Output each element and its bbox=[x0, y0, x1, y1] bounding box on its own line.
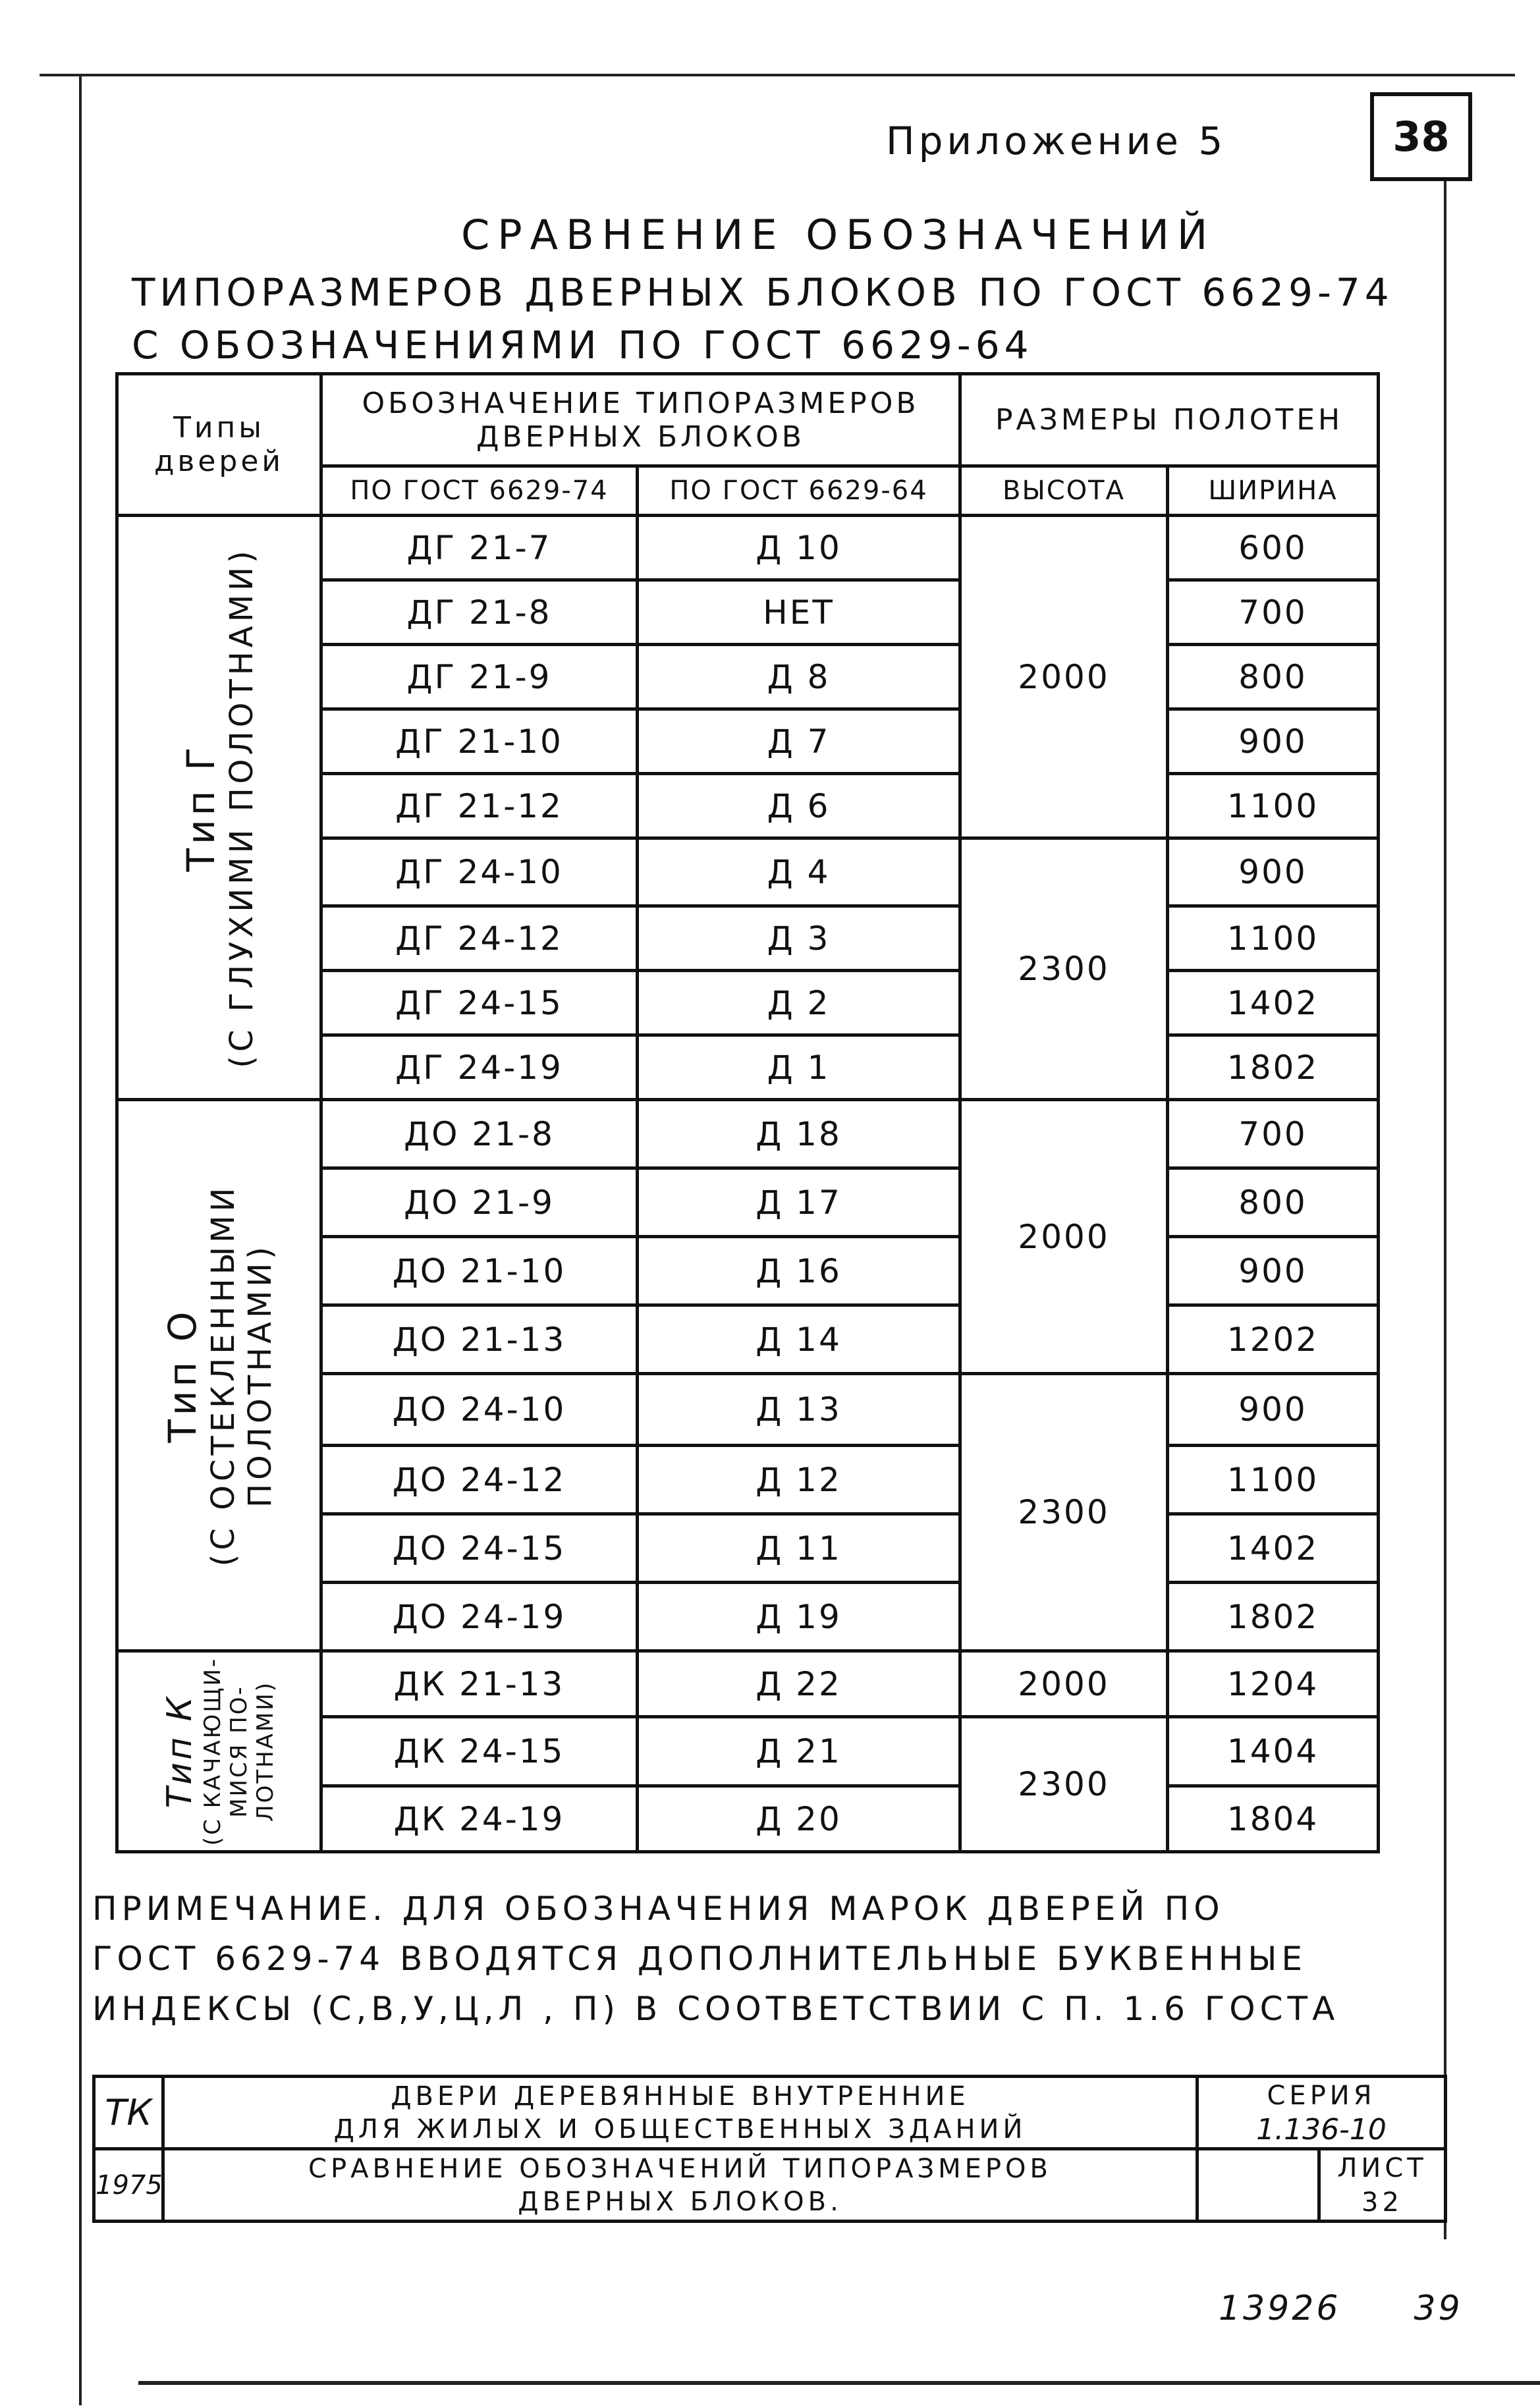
group-g-title: Тип Г bbox=[178, 743, 223, 872]
stamp-sheet-label: ЛИСТ bbox=[1337, 2152, 1427, 2183]
table-cell-gost74: ДК 21-13 bbox=[321, 1651, 638, 1717]
appendix-label: Приложение 5 bbox=[886, 119, 1227, 163]
table-cell-gost74: ДК 24-15 bbox=[321, 1717, 638, 1786]
header-height: ВЫСОТА bbox=[960, 466, 1168, 516]
table-cell-gost74: ДГ 21-9 bbox=[321, 645, 638, 709]
table-cell-gost74: ДО 21-10 bbox=[321, 1237, 638, 1305]
note-block bbox=[92, 1884, 1344, 2034]
table-cell-gost64: Д 3 bbox=[638, 906, 960, 971]
table-cell-width: 700 bbox=[1168, 1100, 1379, 1168]
frame-right-line bbox=[1444, 178, 1446, 2239]
table-cell-gost64: НЕТ bbox=[638, 580, 960, 645]
title-line-3: С ОБОЗНАЧЕНИЯМИ ПО ГОСТ 6629-64 bbox=[132, 323, 1033, 368]
table-cell-width: 900 bbox=[1168, 1237, 1379, 1305]
header-leaf-sizes-text: РАЗМЕРЫ ПОЛОТЕН bbox=[995, 403, 1344, 437]
table-cell-gost64: Д 4 bbox=[638, 838, 960, 906]
note-line-2: ГОСТ 6629-74 ВВОДЯТСЯ ДОПОЛНИТЕЛЬНЫЕ БУКВЕННЫЕ bbox=[92, 1940, 1307, 1978]
table-cell-width: 1802 bbox=[1168, 1583, 1379, 1651]
table-cell-width: 1204 bbox=[1168, 1651, 1379, 1717]
table-cell-gost74: ДГ 24-19 bbox=[321, 1035, 638, 1100]
table-cell-gost74: ДО 24-15 bbox=[321, 1514, 638, 1583]
table-cell-width: 1100 bbox=[1168, 1446, 1379, 1514]
group-type-k bbox=[117, 1651, 321, 1852]
height-cell: 2000 bbox=[960, 516, 1168, 838]
stamp-title-1 bbox=[163, 2077, 1197, 2149]
stamp-empty-cell bbox=[1197, 2149, 1319, 2222]
frame-left-line bbox=[79, 74, 82, 2405]
stamp-sheet-value: 32 bbox=[1361, 2187, 1403, 2218]
page-number-box: 38 bbox=[1370, 92, 1472, 181]
table-cell-gost74: ДО 24-12 bbox=[321, 1446, 638, 1514]
table-cell-gost64: Д 16 bbox=[638, 1237, 960, 1305]
table-cell-width: 1404 bbox=[1168, 1717, 1379, 1786]
group-k-subtitle-1: (С КАЧАЮЩИ- bbox=[199, 1656, 226, 1846]
title-block bbox=[92, 2075, 1447, 2223]
table-cell-gost74: ДК 24-19 bbox=[321, 1786, 638, 1852]
frame-bottom-line bbox=[138, 2381, 1540, 2385]
header-designation bbox=[321, 374, 960, 466]
table-cell-width: 900 bbox=[1168, 838, 1379, 906]
table-cell-gost64: Д 7 bbox=[638, 709, 960, 774]
table-cell-width: 1100 bbox=[1168, 906, 1379, 971]
table-cell-width: 800 bbox=[1168, 645, 1379, 709]
header-leaf-sizes bbox=[960, 374, 1379, 466]
table-cell-gost74: ДО 21-13 bbox=[321, 1305, 638, 1374]
stamp-title-2 bbox=[163, 2149, 1197, 2222]
note-line-1: ПРИМЕЧАНИЕ. ДЛЯ ОБОЗНАЧЕНИЯ МАРОК ДВЕРЕЙ ПО bbox=[92, 1890, 1224, 1928]
table-cell-gost64: Д 18 bbox=[638, 1100, 960, 1168]
header-designation-text: ОБОЗНАЧЕНИЕ ТИПОРАЗМЕРОВ ДВЕРНЫХ БЛОКОВ bbox=[362, 386, 920, 454]
header-gost-74: ПО ГОСТ 6629-74 bbox=[321, 466, 638, 516]
table-cell-gost64: Д 22 bbox=[638, 1651, 960, 1717]
table-cell-gost64: Д 17 bbox=[638, 1168, 960, 1237]
comparison-table bbox=[115, 372, 1380, 1853]
table-cell-gost74: ДГ 21-7 bbox=[321, 516, 638, 580]
table-cell-gost64: Д 20 bbox=[638, 1786, 960, 1852]
table-cell-gost64: Д 11 bbox=[638, 1514, 960, 1583]
table-cell-width: 800 bbox=[1168, 1168, 1379, 1237]
table-cell-gost64: Д 2 bbox=[638, 971, 960, 1035]
note-line-3: ИНДЕКСЫ (С,В,У,Ц,Л , П) В СООТВЕТСТВИИ С П. 1.6 ГОСТА bbox=[92, 1990, 1340, 2028]
table-cell-width: 1202 bbox=[1168, 1305, 1379, 1374]
table-cell-gost74: ДГ 24-12 bbox=[321, 906, 638, 971]
table-cell-gost74: ДГ 21-8 bbox=[321, 580, 638, 645]
group-o-title: Тип О bbox=[159, 1307, 205, 1443]
table-cell-width: 600 bbox=[1168, 516, 1379, 580]
group-type-g bbox=[117, 516, 321, 1100]
table-cell-gost74: ДГ 24-10 bbox=[321, 838, 638, 906]
table-cell-width: 1100 bbox=[1168, 774, 1379, 838]
table-cell-gost64: Д 21 bbox=[638, 1717, 960, 1786]
height-cell: 2300 bbox=[960, 1717, 1168, 1852]
group-g-subtitle: (С ГЛУХИМИ ПОЛОТНАМИ) bbox=[223, 547, 260, 1068]
table-cell-gost74: ДО 24-19 bbox=[321, 1583, 638, 1651]
title-line-2: ТИПОРАЗМЕРОВ ДВЕРНЫХ БЛОКОВ ПО ГОСТ 6629-74 bbox=[132, 270, 1394, 315]
header-door-types bbox=[117, 374, 321, 516]
table-cell-width: 1402 bbox=[1168, 1514, 1379, 1583]
table-cell-gost74: ДГ 21-12 bbox=[321, 774, 638, 838]
stamp-sheet bbox=[1319, 2149, 1446, 2222]
height-cell: 2000 bbox=[960, 1100, 1168, 1374]
table-cell-gost74: ДГ 21-10 bbox=[321, 709, 638, 774]
table-cell-width: 1402 bbox=[1168, 971, 1379, 1035]
stamp-year: 1975 bbox=[94, 2149, 163, 2222]
table-cell-width: 1802 bbox=[1168, 1035, 1379, 1100]
inventory-value: 13926 bbox=[1219, 2289, 1341, 2328]
group-k-subtitle-2: МИСЯ ПО- bbox=[225, 1685, 252, 1818]
group-type-o bbox=[117, 1100, 321, 1651]
inventory-number bbox=[1219, 2289, 1463, 2328]
group-o-subtitle-1: (С ОСТЕКЛЕННЫМИ bbox=[204, 1184, 242, 1567]
header-door-types-text: Типы дверей bbox=[153, 411, 285, 478]
table-cell-gost64: Д 8 bbox=[638, 645, 960, 709]
group-k-title: Тип К bbox=[159, 1694, 200, 1809]
header-width: ШИРИНА bbox=[1168, 466, 1379, 516]
frame-top-line bbox=[40, 74, 1515, 76]
stamp-title-1-line-1: ДВЕРИ ДЕРЕВЯННЫЕ ВНУТРЕННИЕ bbox=[391, 2081, 970, 2112]
table-cell-gost74: ДО 21-8 bbox=[321, 1100, 638, 1168]
table-cell-gost64: Д 6 bbox=[638, 774, 960, 838]
table-cell-width: 700 bbox=[1168, 580, 1379, 645]
group-k-subtitle-3: ЛОТНАМИ) bbox=[252, 1681, 279, 1822]
table-cell-gost64: Д 1 bbox=[638, 1035, 960, 1100]
table-cell-gost64: Д 12 bbox=[638, 1446, 960, 1514]
group-o-subtitle-2: ПОЛОТНАМИ) bbox=[241, 1242, 279, 1508]
stamp-title-1-line-2: ДЛЯ ЖИЛЫХ И ОБЩЕСТВЕННЫХ ЗДАНИЙ bbox=[333, 2114, 1027, 2145]
height-cell: 2000 bbox=[960, 1651, 1168, 1717]
table-cell-gost74: ДО 21-9 bbox=[321, 1168, 638, 1237]
table-cell-width: 1804 bbox=[1168, 1786, 1379, 1852]
stamp-title-2-line-2: ДВЕРНЫХ БЛОКОВ. bbox=[518, 2186, 842, 2217]
table-cell-gost64: Д 10 bbox=[638, 516, 960, 580]
table-cell-gost74: ДГ 24-15 bbox=[321, 971, 638, 1035]
table-cell-gost64: Д 13 bbox=[638, 1374, 960, 1446]
height-cell: 2300 bbox=[960, 1374, 1168, 1651]
stamp-title-2-line-1: СРАВНЕНИЕ ОБОЗНАЧЕНИЙ ТИПОРАЗМЕРОВ bbox=[308, 2153, 1052, 2184]
stamp-series-value: 1.136-10 bbox=[1256, 2113, 1387, 2146]
stamp-series-label: СЕРИЯ bbox=[1267, 2081, 1376, 2111]
title-line-1: СРАВНЕНИЕ ОБОЗНАЧЕНИЙ bbox=[461, 211, 1216, 259]
stamp-series bbox=[1197, 2077, 1446, 2149]
stamp-code: ТК bbox=[94, 2077, 163, 2149]
table-cell-gost64: Д 14 bbox=[638, 1305, 960, 1374]
table-cell-width: 900 bbox=[1168, 709, 1379, 774]
table-cell-gost74: ДО 24-10 bbox=[321, 1374, 638, 1446]
header-gost-64: ПО ГОСТ 6629-64 bbox=[638, 466, 960, 516]
footer-number: 39 bbox=[1414, 2289, 1463, 2328]
height-cell: 2300 bbox=[960, 838, 1168, 1100]
table-cell-width: 900 bbox=[1168, 1374, 1379, 1446]
table-cell-gost64: Д 19 bbox=[638, 1583, 960, 1651]
